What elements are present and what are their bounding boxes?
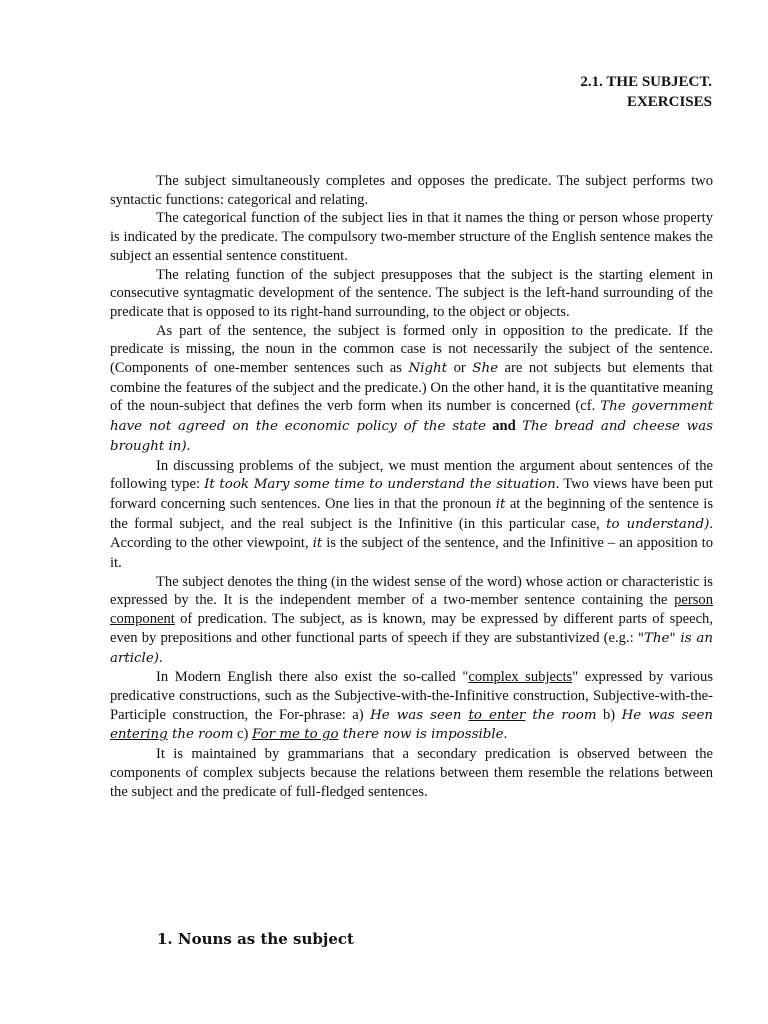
heading-subtitle: EXERCISES (626, 94, 712, 110)
example-sentence: It took Mary some time to understand the situation (204, 477, 556, 493)
underlined-term: person component (110, 592, 713, 628)
example-word: to understand) (606, 516, 710, 532)
paragraph-3: The relating function of the subject presupposes that the subject is the starting element in consecutive syntagmatic development of the sentence. The subject is the left-hand surrounding of the predicate that is opposed to its right-hand surrounding, to the object or objects. (110, 266, 713, 320)
example-sentence: The government have not agreed on the economic policy of the state (110, 399, 713, 435)
example-sentence: "The" is an article) (110, 630, 713, 666)
example-word: it (312, 536, 323, 552)
paragraph-8: It is maintained by grammarians that a secondary predication is observed between the components of complex subjects because the relations between them resemble the relations between the subject and the predicate of full-fledged sentences. (110, 746, 713, 800)
underlined-example: entering (110, 727, 168, 743)
example-sentence: The bread and cheese was brought in) (110, 419, 714, 454)
paragraph-2: The categorical function of the subject lies in that it names the thing or person whose property is indicated by the predicate. The compulsory two-member structure of the English sentence makes the subject an essential sentence constituent. (110, 210, 713, 264)
paragraph-4: As part of the sentence, the subject is formed only in opposition to the predicate. If the predicate is missing, the noun in the common case is not necessarily the subject of the sentence. (Components of one-member sentences such as Night or She are not subjects but elements that combine the features of the subject and the predicate.) On the other hand, it is the quantitative meaning of the noun-subject that defines the verb form when its number is concerned (cf. The government have not agreed on the economic policy of the state and The bread and cheese was brought in). (110, 322, 714, 454)
section-title: 1. Nouns as the subject (157, 930, 354, 948)
paragraph-6: The subject denotes the thing (in the widest sense of the word) whose action or characteristic is expressed by the. It is the independent member of a two-member sentence containing the person component of predication. The subject, as is known, may be expressed by different parts of speech, even by prepositions and other functional parts of speech if they are substantivized (e.g.: "The" is an article). (110, 573, 713, 666)
example-word: She (472, 361, 498, 377)
example-word: Night (408, 361, 448, 377)
paragraph-5: In discussing problems of the subject, we must mention the argument about sentences of the following type: It took Mary some time to understand the situation. Two views have been put forward concerning such sentences. One lies in that the pronoun it at the beginning of the sentence is the formal subject, and the real subject is the Infinitive (in this particular case, to understand). According to the other viewpoint, it is the subject of the sentence, and the Infinitive – an apposition to it. (110, 457, 713, 572)
underlined-example: For me to go (252, 727, 339, 743)
example-word: it (495, 496, 506, 512)
chapter-heading (580, 72, 712, 112)
body-text (110, 172, 713, 801)
heading-title: 2.1. THE SUBJECT. (580, 74, 712, 90)
underlined-example: to enter (468, 707, 526, 723)
paragraph-7: In Modern English there also exist the so-called "complex subjects" expressed by various predicative constructions, such as the Subjective-with-the-Infinitive construction, Subjective-with-the-Participle construction, the For-phrase: a) He was seen to enter the room b) He was seen entering the room c) For me to go there now is impossible. (110, 669, 714, 743)
paragraph-1: The subject simultaneously completes and opposes the predicate. The subject performs two syntactic functions: categorical and relating. (110, 173, 713, 208)
underlined-term: complex subjects (468, 669, 573, 686)
